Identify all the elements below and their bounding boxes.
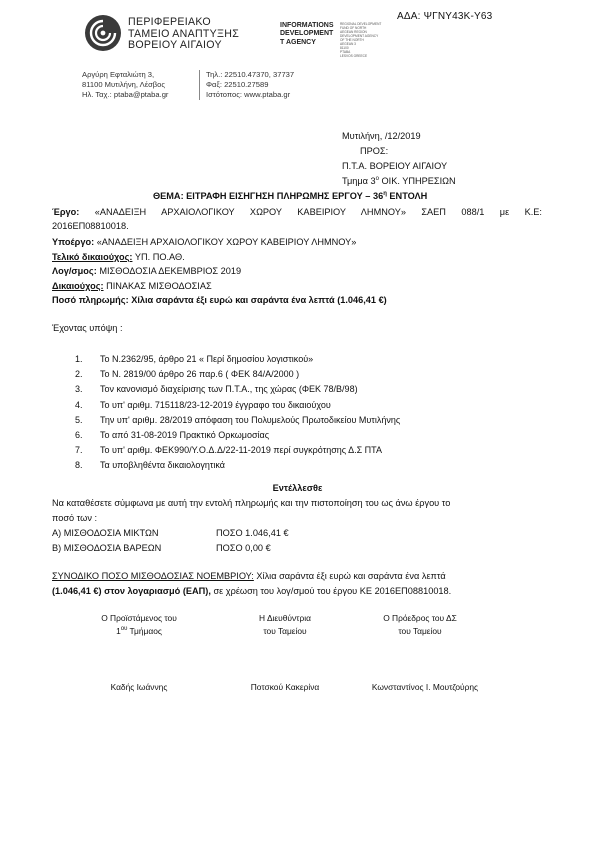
item-b-label: Β) ΜΙΣΘΟΔΟΣΙΑ ΒΑΡΕΩΝ	[52, 543, 162, 553]
to-line-2-sup: ο	[375, 175, 379, 182]
contact-line: Φαξ: 22510.27589	[206, 80, 269, 89]
total-line-1	[52, 570, 446, 582]
to-line-1: Π.Τ.Α. ΒΟΡΕΙΟΥ ΑΙΓΑΙΟΥ	[342, 161, 448, 171]
signature-role-2: του Ταμείου	[263, 625, 307, 636]
signature-block-2	[230, 612, 340, 637]
list-item-text: Τα υποβληθέντα δικαιολογητικά	[100, 460, 226, 471]
total-line-2	[52, 585, 451, 597]
address-block	[82, 70, 168, 100]
list-item-text: Την υπ' αριθμ. 28/2019 απόφαση του Πολυμελούς Πρωτοδικείου Μυτιλήνης	[100, 414, 401, 425]
list-item-number: 8.	[75, 460, 83, 471]
organization-name	[128, 17, 239, 52]
signature-role-2-post: Τμήμαος	[127, 625, 162, 636]
item-a-amount: ΠΟΣΟ 1.046,41 €	[216, 528, 289, 538]
list-item	[75, 398, 400, 413]
item-a-label: Α) ΜΙΣΘΟΔΟΣΙΑ ΜΙΚΤΩΝ	[52, 528, 159, 538]
signature-role-2-sup: ου	[120, 625, 128, 632]
signature-name-3: Κωνσταντίνος Ι. Μουτζούρης	[371, 682, 479, 692]
list-item-number: 7.	[75, 445, 83, 456]
list-item-number: 2.	[75, 369, 83, 380]
poso-line	[52, 294, 387, 306]
list-item-text: Το υπ' αριθμ. 715118/23-12-2019 έγγραφο του δικαιούχου	[100, 399, 331, 410]
address-line: Ηλ. Ταχ.: ptaba@ptaba.gr	[82, 90, 169, 99]
list-item-number: 3.	[75, 384, 83, 395]
considering-heading: Έχοντας υπόψη :	[52, 323, 123, 333]
small-line: LESVOS GREECE	[340, 54, 368, 58]
date-line: Μυτιλήνη, /12/2019	[342, 131, 421, 141]
list-item	[75, 458, 400, 473]
contact-block	[206, 70, 294, 100]
org-line-1: ΠΕΡΙΦΕΡΕΙΑΚΟ	[128, 16, 211, 28]
small-line: DEVELOPMENT AGENCY	[340, 34, 379, 38]
ergo-line-2: 2016ΕΠ08810018.	[52, 221, 129, 231]
order-title: Εντέλλεσθε	[272, 483, 323, 493]
list-item-text: Το Ν. 2819/00 άρθρο 26 παρ.6 ( ΦΕΚ 84/Α/2000 )	[100, 369, 300, 380]
telikos-line	[52, 251, 185, 263]
list-item-text: Τον κανονισμό διαχείρισης των Π.Τ.Α., της χώρας (ΦΕΚ 78/Β/98)	[100, 384, 358, 395]
list-item	[75, 352, 400, 367]
address-line: Αργύρη Εφταλιώτη 3,	[82, 70, 155, 79]
signature-role-1: Ο Προϊστάμενος του	[101, 613, 177, 623]
dikaiouxos-line	[52, 280, 212, 292]
total-amount: (1.046,41 €) στον λογαριασμό (ΕΑΠ),	[52, 586, 211, 596]
contact-line: Τηλ.: 22510.47370, 37737	[206, 70, 295, 79]
to-line-2	[342, 175, 456, 187]
list-item	[75, 367, 400, 382]
telikos-value: ΥΠ. ΠΟ.ΑΘ.	[132, 252, 185, 262]
ypoergo-line	[52, 236, 356, 248]
list-item	[75, 413, 400, 428]
small-line: PTABA	[340, 50, 351, 54]
list-item	[75, 428, 400, 443]
logsmos-value: ΜΙΣΘΟΔΟΣΙΑ ΔΕΚΕΜΒΡΙΟΣ 2019	[96, 266, 242, 276]
poso-label: Ποσό πληρωμής:	[52, 295, 129, 305]
small-line: 81100	[340, 46, 349, 50]
item-b-amount: ΠΟΣΟ 0,00 €	[216, 543, 271, 553]
subject-post: ΕΝΤΟΛΗ	[386, 191, 428, 201]
signature-role-2-pre: 1	[116, 625, 121, 636]
signature-role-1: Ο Πρόεδρος του ΔΣ	[383, 613, 457, 623]
order-line-1: Να καταθέσετε σύμφωνα με αυτή την εντολή πληρωμής και την πιστοποίηση του ως άνω έργου το	[52, 498, 451, 508]
poso-value: Χίλια σαράντα έξι ευρώ και σαράντα ένα λεπτά (1.046,41 €)	[128, 295, 387, 305]
ida-line-2: DEVELOPMENT	[280, 30, 334, 38]
logsmos-line	[52, 265, 241, 277]
to-label: ΠΡΟΣ:	[360, 146, 389, 156]
list-item-text: To N.2362/95, άρθρο 21 « Περί δημοσίου λογιστικού»	[100, 354, 314, 364]
ida-line-1: INFORMATIONS	[280, 22, 334, 29]
small-line: OF THE NORTH	[340, 38, 364, 42]
order-line-2: ποσό των :	[52, 513, 98, 523]
small-line: AEGEAN 3	[340, 42, 356, 46]
ida-line-3: T AGENCY	[280, 38, 316, 46]
ada-code: ΑΔΑ: ΨΓΝΥ43Κ-Υ63	[397, 11, 493, 22]
signature-role-1: Η Διευθύντρια	[259, 613, 311, 623]
ida-small-text	[340, 22, 388, 58]
signature-block-1	[84, 612, 194, 637]
list-item-number: 1.	[75, 354, 83, 364]
org-line-3: ΒΟΡΕΙΟΥ ΑΙΓΑΙΟΥ	[128, 39, 222, 51]
signature-name-2: Ποτσκού Κακερίνα	[250, 682, 320, 692]
list-item-text: Το υπ' αριθμ. ΦΕΚ990/Υ.Ο.Δ.Δ/22-11-2019 περί συγκρότησης Δ.Σ ΠΤΑ	[100, 445, 383, 456]
list-item-number: 6.	[75, 429, 83, 440]
total-account: σε χρέωση του λογ/σμού του έργου ΚΕ 2016ΕΠ08810018.	[210, 586, 452, 596]
ida-block	[280, 22, 334, 47]
subject-line	[153, 190, 427, 202]
total-label: ΣΥΝΟΔΙΚΟ ΠΟΣΟ ΜΙΣΘΟΔΟΣΙΑΣ ΝΟΕΜΒΡΙΟΥ:	[52, 571, 254, 581]
ergo-value: «ΑΝΑΔΕΙΞΗ ΑΡΧΑΙΟΛΟΓΙΚΟΥ ΧΩΡΟΥ ΚΑΒΕΙΡΙΟΥ ΛΗΜΝΟΥ» ΣΑΕΠ 088/1 με Κ.Ε:	[79, 207, 542, 217]
total-words: Χίλια σαράντα έξι ευρώ και σαράντα ένα λεπτά	[253, 571, 446, 581]
ptaba-logo-icon	[84, 14, 122, 52]
to-line-2-post: ΟΙΚ. ΥΠΗΡΕΣΙΩΝ	[378, 176, 456, 186]
signature-role-2	[84, 625, 194, 638]
dikaiouxos-value: ΠΙΝΑΚΑΣ ΜΙΣΘΟΔΟΣΙΑΣ	[103, 281, 212, 291]
logsmos-label: Λογ/σμος:	[52, 266, 97, 276]
subject-sup: η	[383, 190, 387, 197]
ypoergo-value: «ΑΝΑΔΕΙΞΗ ΑΡΧΑΙΟΛΟΓΙΚΟΥ ΧΩΡΟΥ ΚΑΒΕΙΡΙΟΥ ΛΗΜΝΟΥ»	[94, 237, 357, 247]
ergo-label: Έργο:	[52, 207, 80, 217]
list-item	[75, 443, 400, 458]
to-line-2-pre: Τμημα 3	[342, 176, 376, 186]
contact-line: Ιστότοπος: www.ptaba.gr	[206, 90, 291, 99]
header-divider	[199, 70, 200, 100]
signature-name-1: Καδής Ιωάννης	[110, 682, 168, 692]
ergo-line-1	[52, 206, 542, 218]
signature-role-2: του Ταμείου	[398, 625, 442, 636]
small-line: REGIONAL DEVELOPMENT	[340, 22, 382, 26]
signature-block-3	[360, 612, 480, 637]
org-line-2: ΤΑΜΕΙΟ ΑΝΑΠΤΥΞΗΣ	[128, 27, 240, 40]
considering-list	[75, 352, 400, 474]
ypoergo-label: Υποέργο:	[52, 237, 95, 247]
list-item-text: Το από 31-08-2019 Πρακτικό Ορκωμοσίας	[100, 429, 270, 440]
small-line: FUND OF NORTH	[340, 26, 367, 30]
list-item	[75, 382, 400, 397]
telikos-label: Τελικό δικαιούχος:	[52, 252, 133, 262]
subject-pre: ΘΕΜΑ: ΕΙΤΡΑΦΗ ΕΙΣΗΓΗΣΗ ΠΛΗΡΩΜΗΣ ΕΡΓΟΥ – 36	[153, 191, 384, 201]
dikaiouxos-label: Δικαιούχος:	[52, 281, 104, 291]
list-item-number: 5.	[75, 414, 83, 425]
list-item-number: 4.	[75, 399, 83, 410]
address-line: 81100 Μυτιλήνη, Λέσβος	[82, 80, 166, 89]
small-line: AEGEAN REGION	[340, 30, 367, 34]
